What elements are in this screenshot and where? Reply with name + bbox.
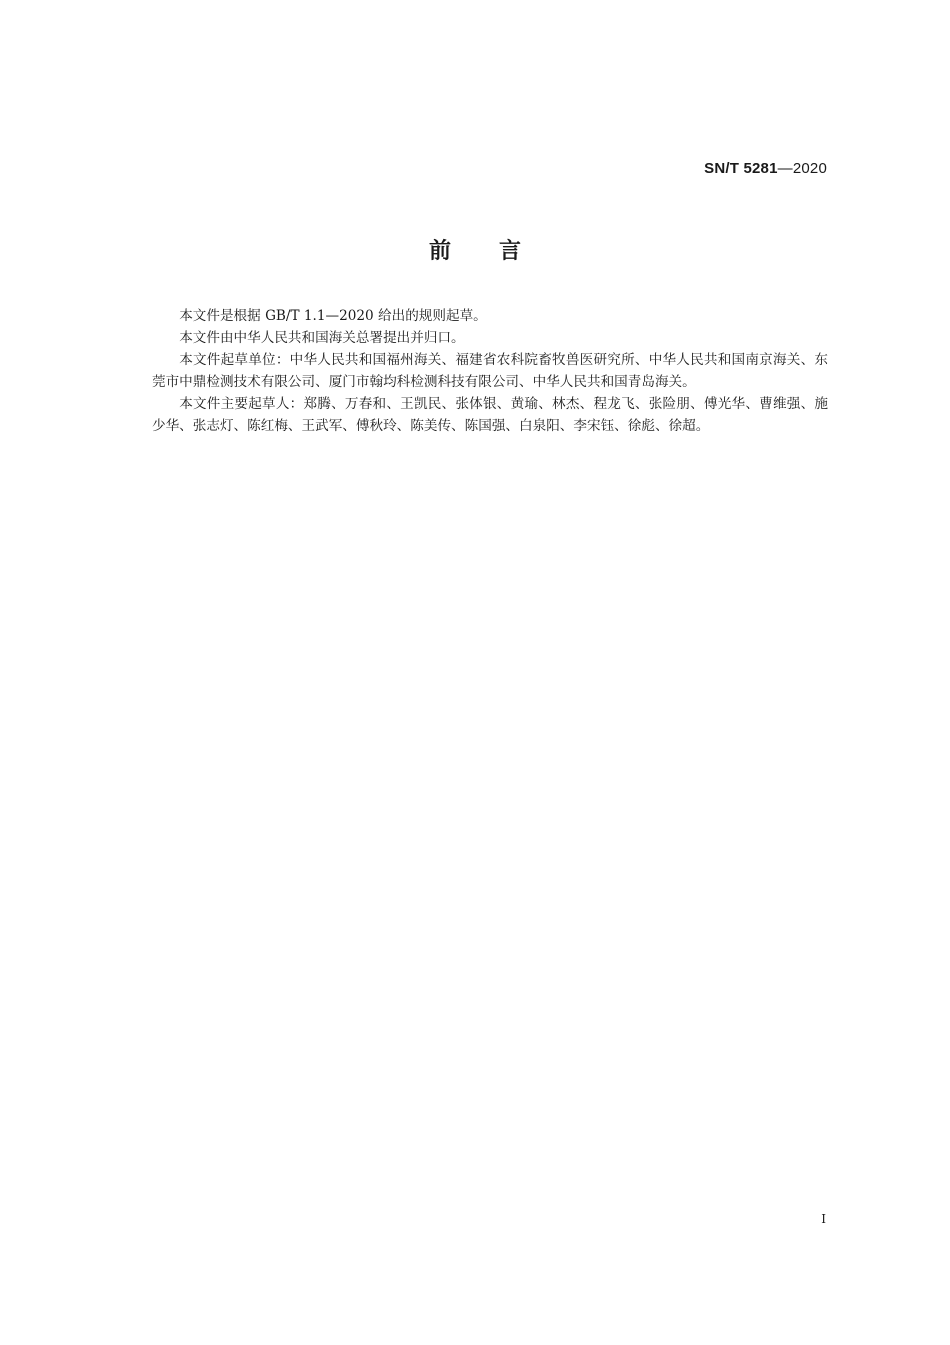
- paragraph-drafting-units: 本文件起草单位：中华人民共和国福州海关、福建省农科院畜牧兽医研究所、中华人民共和国南京海关、东莞市中鼎检测技术有限公司、厦门市翰均科检测科技有限公司、中华人民共和国青岛海关。: [152, 352, 828, 390]
- page-number: I: [821, 1212, 826, 1226]
- page-title: 前言: [428, 239, 569, 264]
- standard-separator: —: [777, 160, 793, 177]
- paragraph-proposer: 本文件由中华人民共和国海关总署提出并归口。: [179, 330, 465, 346]
- paragraph-drafting-rules: 本文件是根据 GB/T 1.1—2020 给出的规则起草。: [179, 308, 487, 324]
- standard-number: SN/T 5281: [704, 160, 778, 177]
- paragraph-drafters: 本文件主要起草人：郑腾、万春和、王凯民、张体银、黄瑜、林杰、程龙飞、张险朋、傅光华、曹维强、施少华、张志灯、陈红梅、王武军、傅秋玲、陈美传、陈国强、白泉阳、李宋钰、徐彪、徐超。: [152, 396, 828, 434]
- standard-code: [704, 160, 827, 177]
- standard-year: 2020: [792, 160, 827, 177]
- foreword-body: [152, 305, 828, 437]
